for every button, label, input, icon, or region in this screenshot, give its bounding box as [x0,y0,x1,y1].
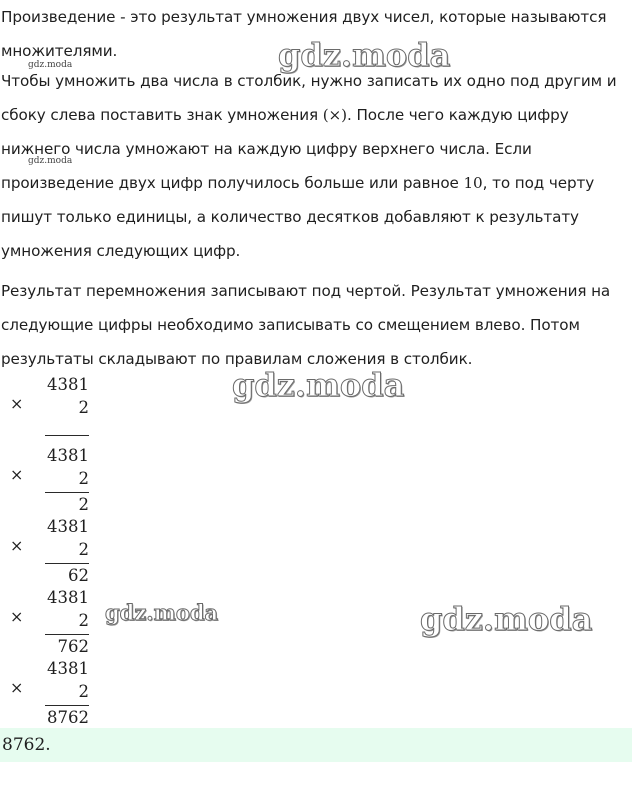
answer-box [0,728,632,762]
watermark: gdz.moda [232,366,405,404]
definition-line-1: Произведение - это результат умножения двух чисел, которые называются [1,8,607,26]
multiply-sign: × [10,465,24,484]
method-text-middle: . После чего каждую цифру нижнего числа умножают на каждую цифру верхнего числа. Если произведение двух цифр получилось больше или равное [1,106,569,192]
partial-result: 62 [68,566,89,585]
multiplier: 2 [78,398,89,417]
multiplicand: 4381 [47,588,89,607]
watermark: gdz.moda [278,36,451,74]
multiplicand: 4381 [47,517,89,536]
times-sign-symbol: (×) [322,106,348,124]
multiplier: 2 [78,682,89,701]
multiplication-step-1 [0,375,120,447]
watermark-small: gdz.moda [28,156,73,166]
answer-value: 8762. [2,735,51,755]
underline-bar [45,634,89,635]
partial-result: 762 [57,637,89,656]
underline-bar [45,435,89,436]
underline-bar [45,492,89,493]
multiplier: 2 [78,611,89,630]
final-result: 8762 [47,708,89,727]
number-ten: 10 [463,174,483,192]
definition-line-2: множителями. [1,42,118,60]
multiplication-step-3 [0,517,120,589]
multiply-sign: × [10,394,24,413]
method-text-end: , то под черту пишут только единицы, а количество десятков добавляют к результату умножения следующих цифр. [1,174,595,260]
multiply-sign: × [10,678,24,697]
watermark: gdz.moda [420,600,593,638]
underline-bar [45,563,89,564]
multiplier: 2 [78,469,89,488]
multiplication-step-2 [0,446,120,518]
watermark: gdz.moda [105,600,219,625]
multiplicand: 4381 [47,375,89,394]
result-paragraph [1,274,629,376]
multiplicand: 4381 [47,446,89,465]
multiply-sign: × [10,536,24,555]
underline-bar [45,705,89,706]
multiplication-step-5 [0,659,120,731]
method-text-start: Чтобы умножить два числа в столбик, нужно записать их одно под другим и сбоку слева поставить знак умножения [1,72,617,124]
watermark-small: gdz.moda [28,60,73,70]
method-paragraph [1,64,629,268]
partial-result: 2 [78,495,89,514]
multiply-sign: × [10,607,24,626]
result-text: Результат перемножения записывают под чертой. Результат умножения на следующие цифры необходимо записывать со смещением влево. Потом результаты складывают по правилам сложения в столбик. [1,282,611,368]
multiplier: 2 [78,540,89,559]
multiplicand: 4381 [47,659,89,678]
multiplication-step-4 [0,588,120,660]
